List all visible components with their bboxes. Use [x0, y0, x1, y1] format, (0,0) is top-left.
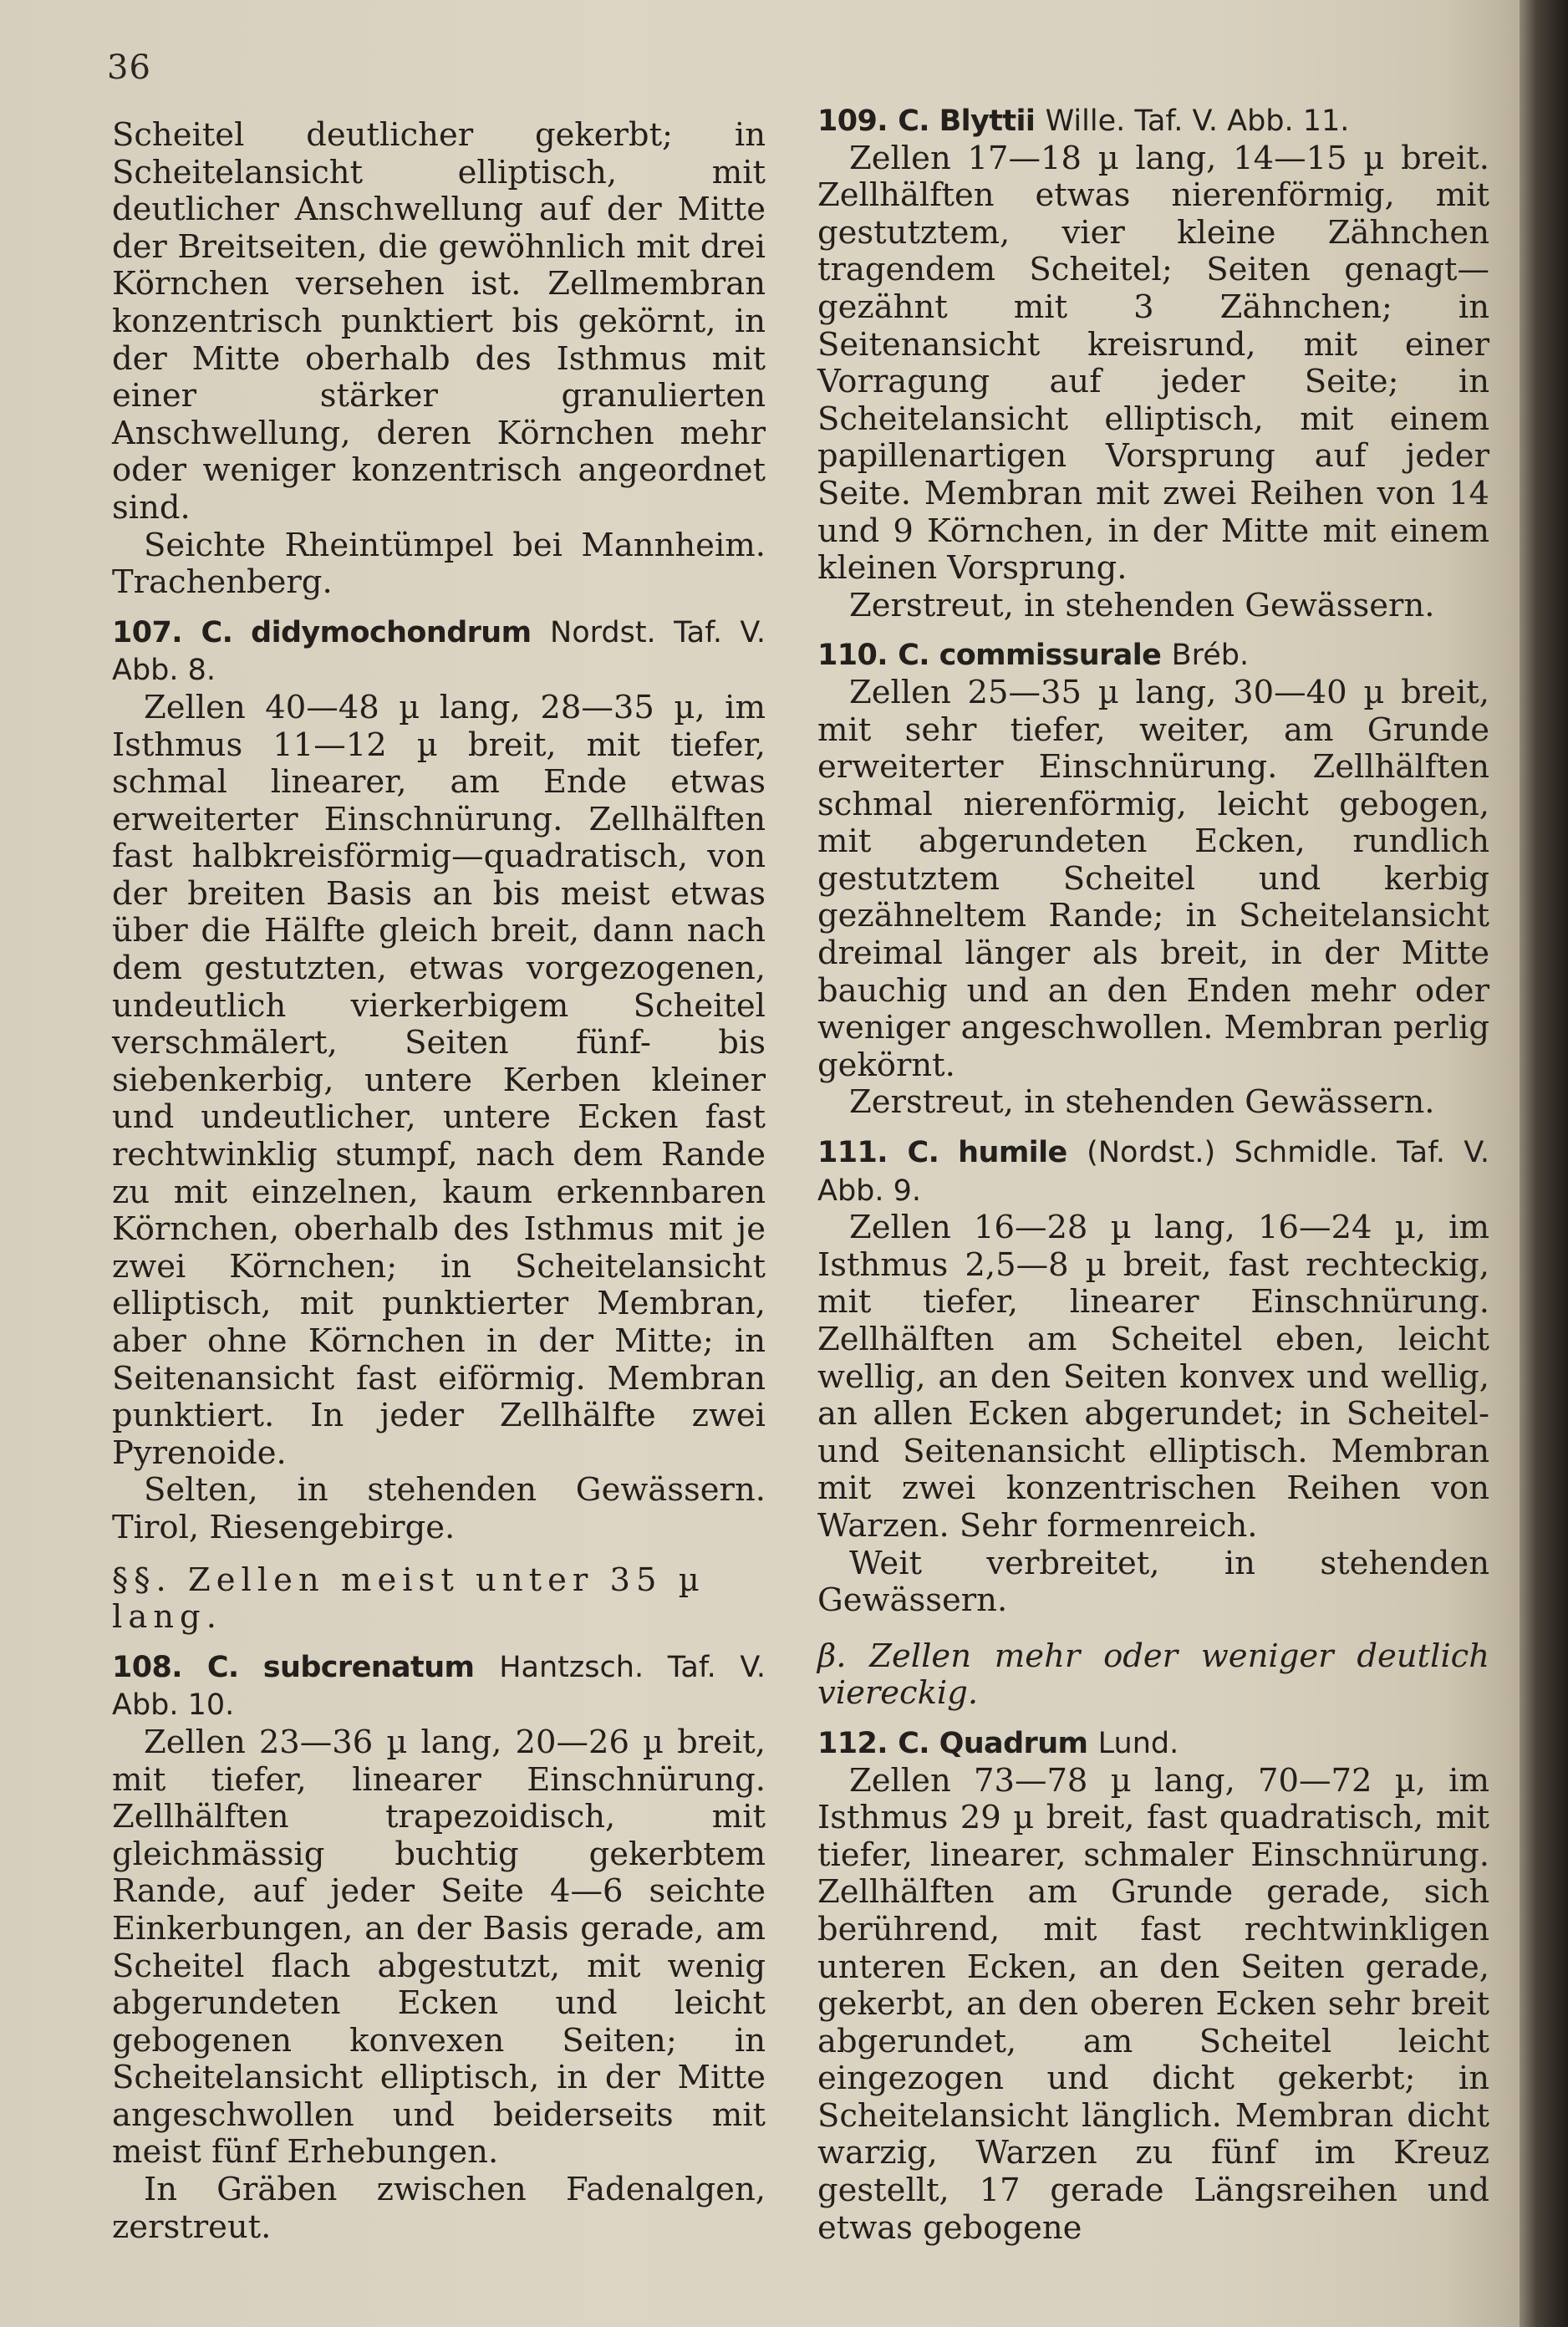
entry-heading — [817, 102, 1489, 140]
entry-heading — [817, 1133, 1489, 1209]
species-name: C. subcrenatum — [206, 1650, 475, 1684]
section-heading: §§. Zellen meist unter 35 µ lang. — [112, 1561, 705, 1637]
entry-heading — [817, 636, 1489, 675]
species-authority: Nordst. Taf. V. Abb. 8. — [112, 615, 766, 688]
left-column — [112, 117, 766, 2246]
species-habitat: Weit verbreitet, in stehenden Gewässern. — [817, 1544, 1489, 1620]
species-entry-107 — [112, 614, 766, 1547]
page-number: 36 — [107, 48, 151, 87]
species-habitat: Selten, in stehenden Gewässern. Tirol, Riesengebirge. — [112, 1471, 766, 1546]
species-entry-111 — [817, 1133, 1489, 1620]
species-description: Zellen 16—28 µ lang, 16—24 µ, im Isthmus 2,5—8 µ breit, fast rechteckig, mit tiefer, linearer Einschnürung. Zellhälften am Scheitel eben, leicht wellig, an den Seiten konvex und wellig, an allen Ecken abgerundet; in Scheitel- und Seitenansicht elliptisch. Membran mit zwei konzentrischen Reihen von Warzen. Sehr formenreich. — [817, 1209, 1489, 1545]
species-name: C. commissurale — [898, 639, 1162, 673]
book-binding-edge — [1520, 0, 1568, 2327]
entry-heading — [112, 1648, 766, 1724]
entry-heading — [112, 614, 766, 690]
continuation-paragraph: Scheitel deutlicher gekerbt; in Scheitelansicht elliptisch, mit deutlicher Anschwellung auf der Mitte der Breitseiten, die gewöhnlich mit drei Körnchen versehen ist. Zellmembran konzentrisch punktiert bis gekörnt, in der Mitte oberhalb des Isthmus mit einer stärker granulierten Anschwellung, deren Körnchen mehr oder weniger konzentrisch angeordnet sind. — [112, 116, 766, 527]
entry-heading — [817, 1724, 1489, 1763]
species-name: C. humile — [907, 1136, 1067, 1170]
right-column — [817, 102, 1489, 2247]
species-entry-110 — [817, 636, 1489, 1122]
species-description: Zellen 23—36 µ lang, 20—26 µ breit, mit tiefer, linearer Einschnürung. Zellhälften trapezoidisch, mit gleichmässig buchtig gekerbtem Rande, auf jeder Seite 4—6 seichte Einkerbungen, an der Basis gerade, am Scheitel flach abgestutzt, mit wenig abgerundeten Ecken und leicht gebogenen konvexen Seiten; in Scheitelansicht elliptisch, in der Mitte angeschwollen und beiderseits mit meist fünf Erhebungen. — [112, 1723, 766, 2172]
entry-number: 110. — [817, 639, 888, 673]
entry-number: 108. — [112, 1650, 182, 1684]
species-description: Zellen 40—48 µ lang, 28—35 µ, im Isthmus 11—12 µ breit, mit tiefer, schmal linearer, am Ende etwas erweiterter Einschnürung. Zellhälften fast halbkreisförmig—quadratisch, von der breiten Basis an bis meist etwas über die Hälfte gleich breit, dann nach dem gestutzten, etwas vorgezogenen, undeutlich vierkerbigem Scheitel verschmälert, Seiten fünf- bis siebenkerbig, untere Kerben kleiner und undeutlicher, untere Ecken fast rechtwinklig stumpf, nach dem Rande zu mit einzelnen, kaum erkennbaren Körnchen, oberhalb des Isthmus mit je zwei Körnchen; in Scheitelansicht elliptisch, mit punktierter Membran, aber ohne Körnchen in der Mitte; in Seitenansicht fast eiförmig. Membran punktiert. In jeder Zellhälfte zwei Pyrenoide. — [112, 688, 766, 1472]
species-name: C. Blyttii — [898, 104, 1036, 138]
species-description: Zellen 17—18 µ lang, 14—15 µ breit. Zellhälften etwas nierenförmig, mit gestutztem, vier kleine Zähnchen tragendem Scheitel; Seiten genagt—gezähnt mit 3 Zähnchen; in Seitenansicht kreisrund, mit einer Vorragung auf jeder Seite; in Scheitelansicht elliptisch, mit einem papillenartigen Vorsprung auf jeder Seite. Membran mit zwei Reihen von 14 und 9 Körnchen, in der Mitte mit einem kleinen Vorsprung. — [817, 139, 1489, 588]
species-entry-109 — [817, 102, 1489, 624]
habitat-paragraph: Seichte Rheintümpel bei Mannheim. Trachenberg. — [112, 526, 766, 602]
entry-number: 109. — [817, 104, 888, 138]
species-name: C. didymochondrum — [201, 615, 532, 649]
species-habitat: Zerstreut, in stehenden Gewässern. — [849, 586, 1435, 624]
entry-number: 111. — [817, 1136, 888, 1170]
section-heading: β. Zellen mehr oder weniger deutlich viereckig. — [817, 1637, 1489, 1713]
species-description: Zellen 73—78 µ lang, 70—72 µ, im Isthmus 29 µ breit, fast quadratisch, mit tiefer, linearer, schmaler Einschnürung. Zellhälften am Grunde gerade, sich berührend, mit fast rechtwinkligen unteren Ecken, an den Seiten gerade, gekerbt, an den oberen Ecken sehr breit abgerundet, am Scheitel leicht eingezogen und dicht gekerbt; in Scheitelansicht länglich. Membran dicht warzig, Warzen zu fünf im Kreuz gestellt, 17 gerade Längsreihen und etwas gebogene — [817, 1761, 1489, 2247]
species-authority: Wille. Taf. V. Abb. 11. — [1045, 104, 1350, 138]
species-authority: (Nordst.) Schmidle. Taf. V. Abb. 9. — [817, 1136, 1489, 1208]
species-description: Zellen 25—35 µ lang, 30—40 µ breit, mit sehr tiefer, weiter, am Grunde erweiterter Einschnürung. Zellhälften schmal nierenförmig, leicht gebogen, mit abgerundeten Ecken, rundlich gestutztem Scheitel und kerbig gezähneltem Rande; in Scheitelansicht dreimal länger als breit, in der Mitte bauchig und an den Enden mehr oder weniger angeschwollen. Membran perlig gekörnt. — [817, 673, 1489, 1084]
entry-number: 107. — [112, 615, 182, 649]
species-name: C. Quadrum — [898, 1726, 1088, 1760]
species-authority: Lund. — [1097, 1726, 1179, 1760]
entry-number: 112. — [817, 1726, 888, 1760]
species-habitat: Zerstreut, in stehenden Gewässern. — [849, 1083, 1435, 1122]
species-entry-108 — [112, 1648, 766, 2247]
species-entry-112 — [817, 1724, 1489, 2247]
species-authority: Bréb. — [1171, 639, 1250, 673]
species-authority: Hantzsch. Taf. V. Abb. 10. — [112, 1650, 766, 1723]
species-habitat: In Gräben zwischen Fadenalgen, zerstreut. — [112, 2171, 766, 2246]
